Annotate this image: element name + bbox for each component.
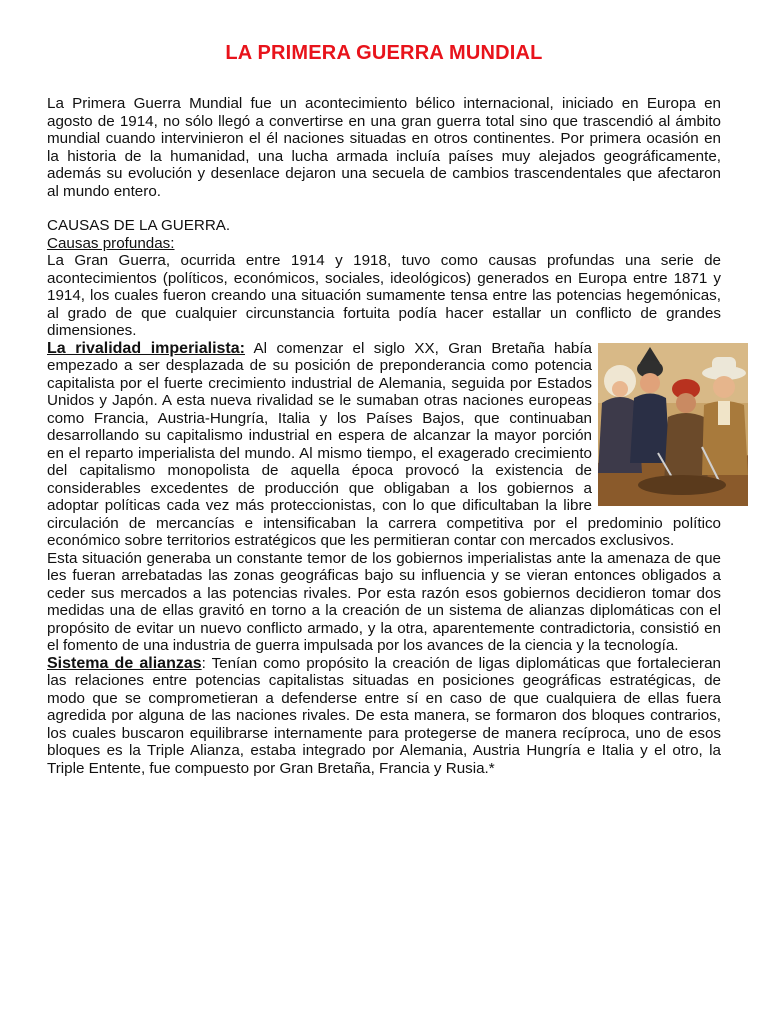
- deep-causes-label: Causas profundas:: [47, 234, 175, 252]
- rivalry-text: Al comenzar el siglo XX, Gran Bretaña había empezado a ser desplazada de su posición de preponderancia como potencia capitalista por el fuerte crecimiento industrial de Alemania, seguida por Estados Unidos y Japón. A esta nueva rivalidad se le sumaban otras naciones europeas como Francia, Austria-Hungría, Italia y los Países Bajos, que continuaban desarrollando su capitalismo industrial en espera de alcanzar la mayor porción en el reparto imperialista del mundo. Al mismo tiempo, el exagerado crecimiento del capitalismo monopolista de aquella época provocó la existencia de considerables excedentes de producción que obligaban a los gobiernos a adoptar políticas cada vez más proteccionistas, con lo que dificultaban la libre circulación de mercancías e intensificaban la carrera competitiva por el predominio político económico sobre territorios estratégicos que les permitieran contar con mercados exclusivos.: [47, 339, 721, 549]
- document-title: LA PRIMERA GUERRA MUNDIAL: [225, 42, 543, 64]
- political-cartoon-image: [598, 343, 748, 506]
- deep-causes-paragraph: La Gran Guerra, ocurrida entre 1914 y 1918, tuvo como causas profundas una serie de acontecimientos (políticos, económicos, sociales, ideológicos) generados en Europa entre 1871 y 1914, los cuales fueron creando una situación sumamente tensa entre las potencias hegemónicas, al grado de que cualquier circunstancia fortuita podía hacer estallar un conflicto de grandes dimensiones.: [47, 252, 721, 339]
- fear-paragraph: Esta situación generaba un constante temor de los gobiernos imperialistas ante la amenaza de que les fueran arrebatadas las zonas geográficas bajo su influencia y se vieran entonces obligados a ceder sus mercados a las potencias rivales. Por esta razón esos gobiernos decidieron tomar dos medidas una de ellas gravitó en torno a la creación de un sistema de alianzas diplomáticas con el propósito de evitar un nuevo conflicto armado, y la otra, aparentemente contradictoria, consistió en el fomento de una industria de guerra impulsada por los avances de la ciencia y la tecnología.: [47, 549, 721, 654]
- intro-paragraph: La Primera Guerra Mundial fue un acontecimiento bélico internacional, iniciado en Europa en agosto de 1914, no sólo llegó a convertirse en una gran guerra total sino que trascendió al ámbito mundial cuando intervinieron el él naciones situadas en otros continentes. Por primera ocasión en la historia de la humanidad, una lucha armada incluía países muy alejados geográficamente, además su evolución y desenlace dejaron una secuela de cambios trascendentales que afectaron al mundo entero.: [47, 95, 721, 200]
- rivalry-heading: La rivalidad imperialista:: [47, 339, 245, 357]
- alliances-text: Tenían como propósito la creación de ligas diplomáticas que fortalecieran las relaciones entre potencias capitalistas situadas en posiciones geográficas estratégicas, de modo que se comprometieran a defenderse entre sí en caso de que cualquiera de ellas fuera agredida por alguna de las naciones rivales. De esta manera, se formaron dos bloques contrarios, los cuales buscaron equilibrarse internamente para protegerse de manera recíproca, uno de esos bloques es la Triple Alianza, estaba integrado por Alemania, Austria Hungría e Italia y el otro, la Triple Entente, fue compuesto por Gran Bretaña, Francia y Rusia.*: [47, 654, 722, 777]
- causes-heading: CAUSAS DE LA GUERRA.: [47, 217, 231, 234]
- alliances-colon: :: [201, 654, 206, 672]
- alliances-paragraph: [47, 655, 721, 778]
- alliances-heading: Sistema de alianzas: [47, 654, 202, 672]
